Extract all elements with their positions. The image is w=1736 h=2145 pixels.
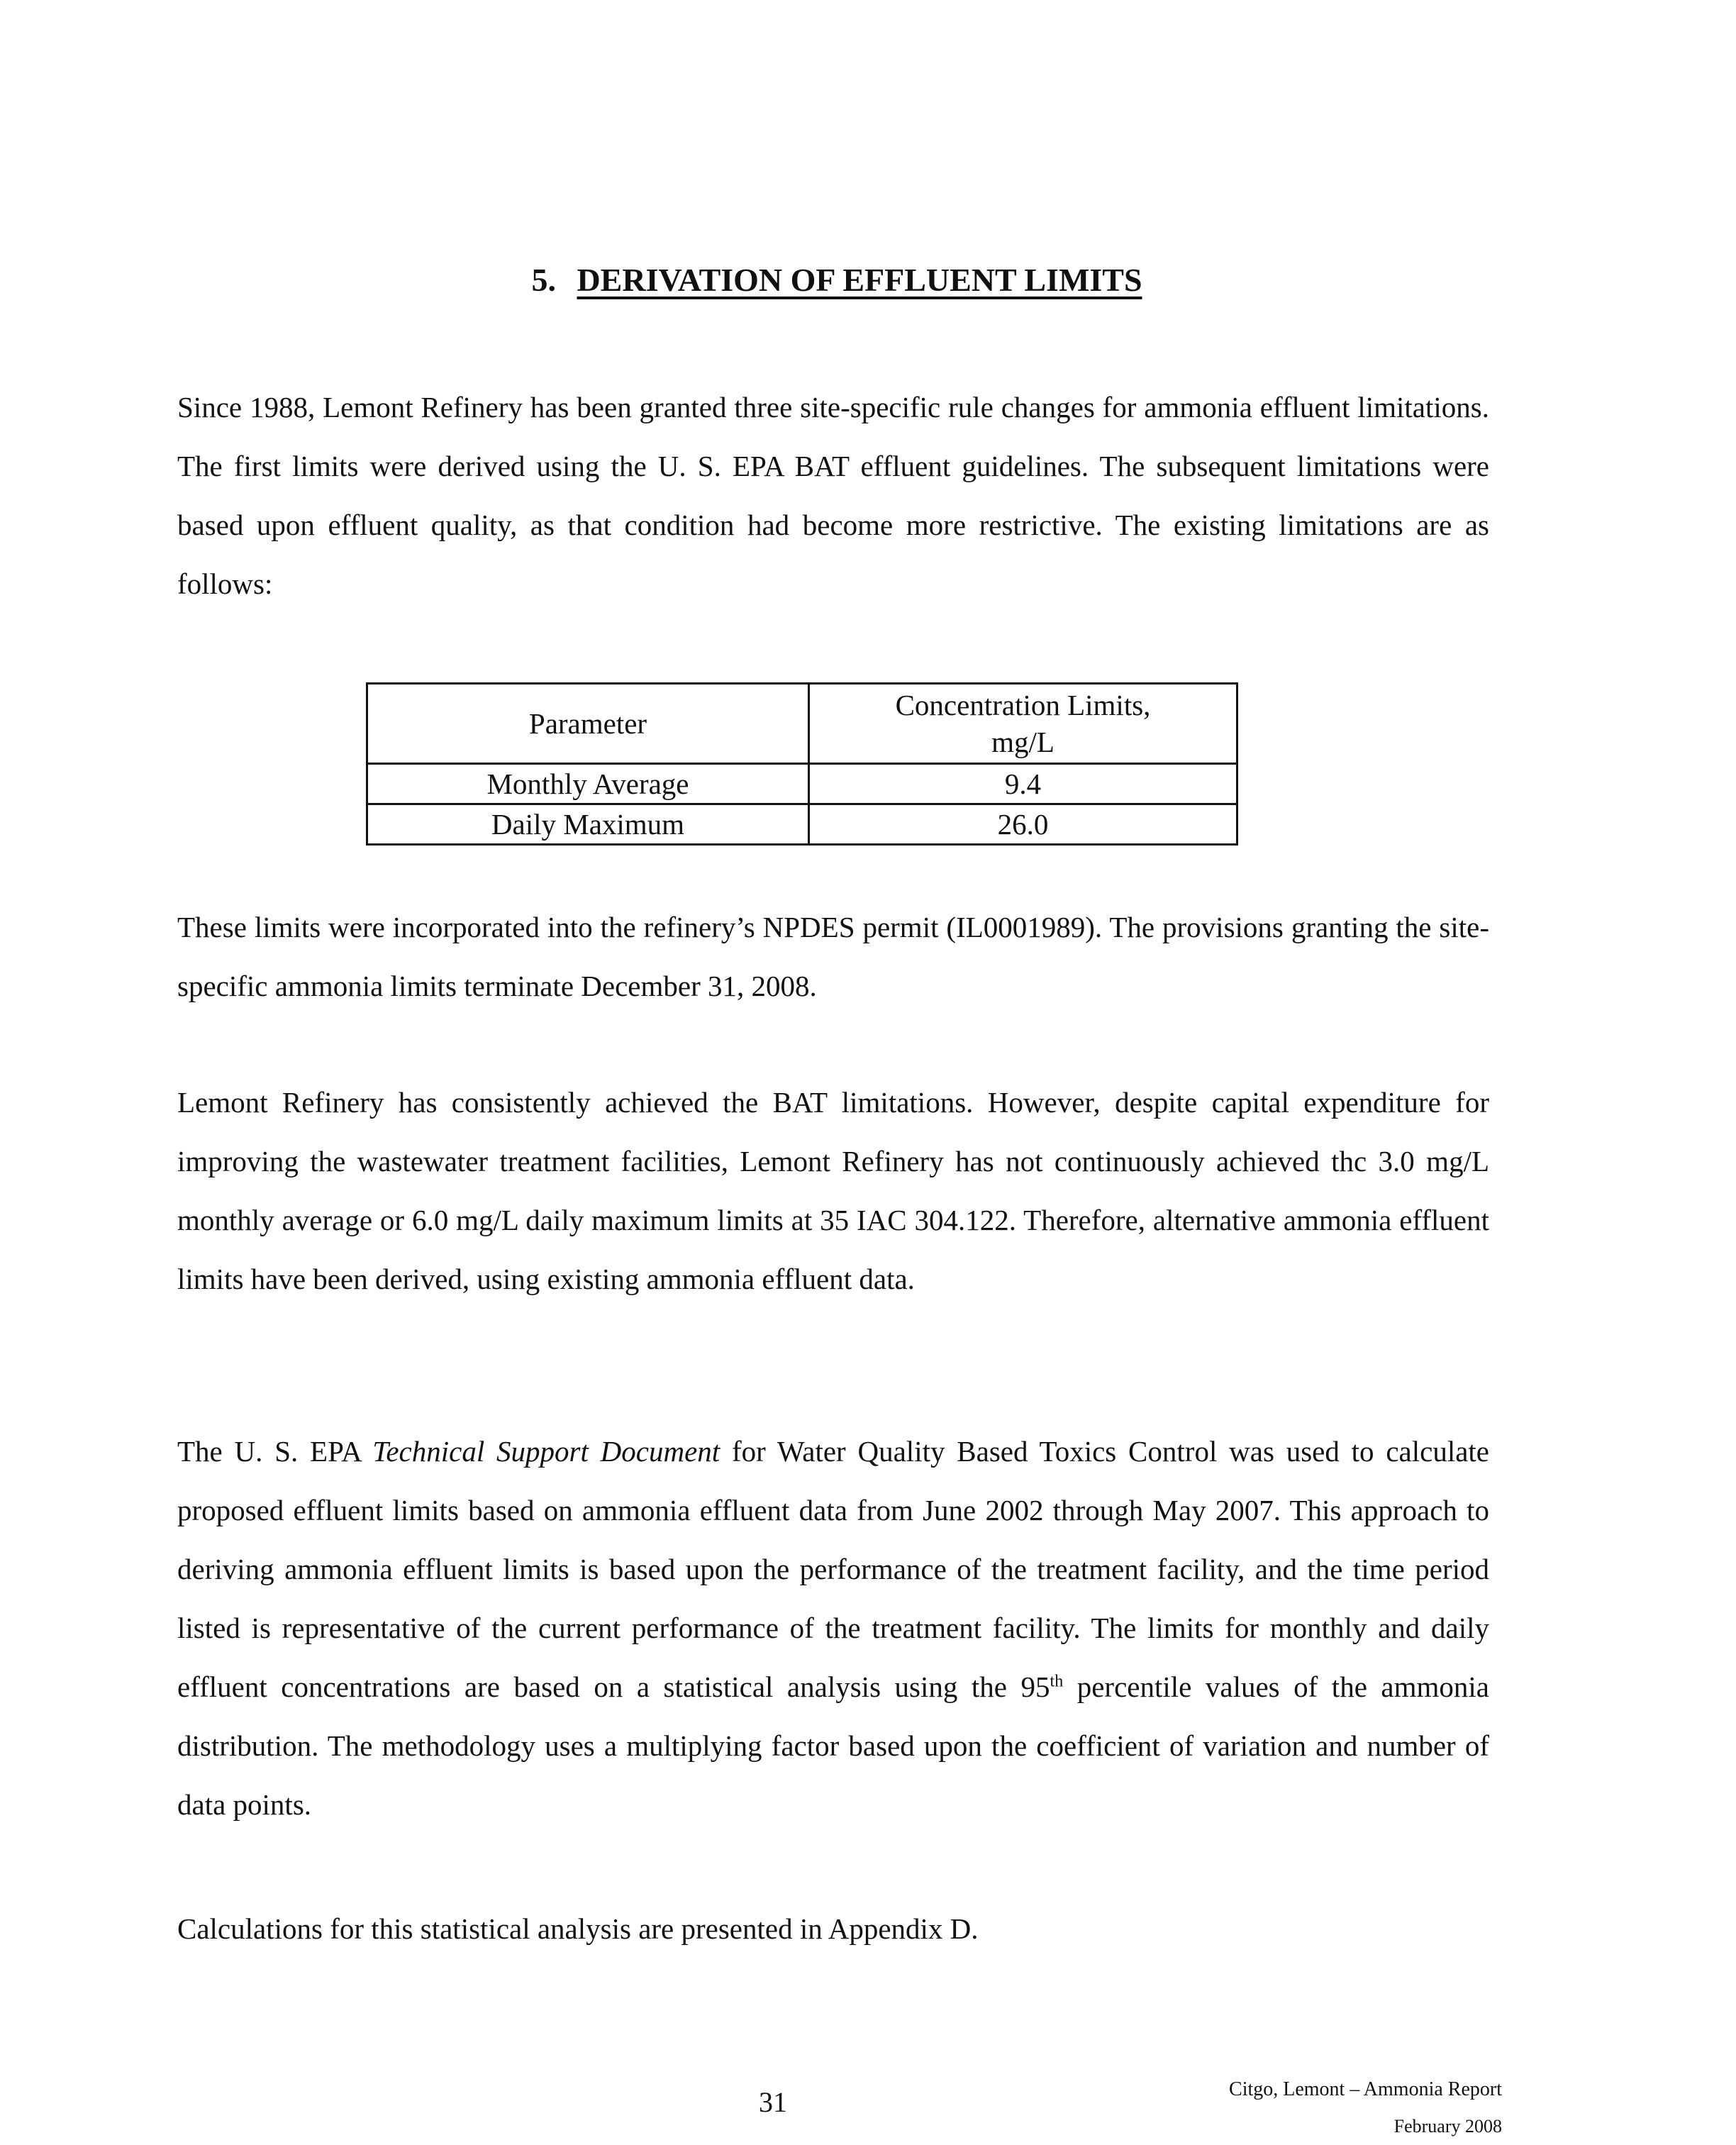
paragraph-tsd [177,1422,1489,1834]
paragraph-npdes: These limits were incorporated into the refinery’s NPDES permit (IL0001989). The provisions granting the site-specific ammonia limits terminate December 31, 2008. [177,911,1489,1002]
section-number: 5. [531,262,556,298]
tsd-text-pre: The U. S. EPA [177,1435,373,1468]
header-parameter: Parameter [367,684,809,764]
table-row [367,764,1237,804]
paragraph-bat: Lemont Refinery has consistently achieved the BAT limitations. However, despite capital expenditure for improving the wastewater treatment facilities, Lemont Refinery has not continuously achieved thc 3.0 mg/L monthly average or 6.0 mg/L daily maximum limits at 35 IAC 304.122. Therefore, alternative ammonia effluent limits have been derived, using existing ammonia effluent data. [177,1086,1489,1295]
row-value: 9.4 [809,764,1237,804]
row-parameter: Monthly Average [367,764,809,804]
tsd-document-title: Technical Support Document [372,1435,720,1468]
footer-report-title: Citgo, Lemont – Ammonia Report [1229,2078,1502,2100]
effluent-limits-table [366,682,1238,846]
header-concentration [809,684,1237,764]
section-heading [0,261,1674,299]
tsd-text-mid: for Water Quality Based Toxics Control was used to calculate proposed effluent limits based on ammonia effluent data from June 2002 through May 2007. This approach to deriving ammonia effluent limits is based upon the performance of the treatment facility, and the time period listed is representative of the current performance of the treatment facility. The limits for monthly and daily effluent concentrations are based on a statistical analysis using the 95 [177,1435,1490,1703]
tsd-text-post: percentile values of the ammonia distribution. The methodology uses a multiplying factor based upon the coefficient of variation and number of data points. [177,1670,1489,1821]
row-parameter: Daily Maximum [367,804,809,845]
table-header-row [367,684,1237,764]
paragraph-intro: Since 1988, Lemont Refinery has been granted three site-specific rule changes for ammonia effluent limitations. The first limits were derived using the U. S. EPA BAT effluent guidelines. The subsequent limitations were based upon effluent quality, as that condition had become more restrictive. The existing limitations are as follows: [177,391,1489,600]
paragraph-appendix: Calculations for this statistical analysis are presented in Appendix D. [177,1912,979,1945]
section-title: DERIVATION OF EFFLUENT LIMITS [577,262,1142,298]
percentile-suffix: th [1050,1672,1064,1691]
footer-report-info [1229,2071,1502,2145]
header-concentration-unit: mg/L [991,726,1055,758]
footer-date: February 2008 [1393,2116,1502,2136]
table-row [367,804,1237,845]
header-concentration-line1: Concentration Limits, [895,689,1151,721]
row-value: 26.0 [809,804,1237,845]
page-number: 31 [759,2086,787,2118]
